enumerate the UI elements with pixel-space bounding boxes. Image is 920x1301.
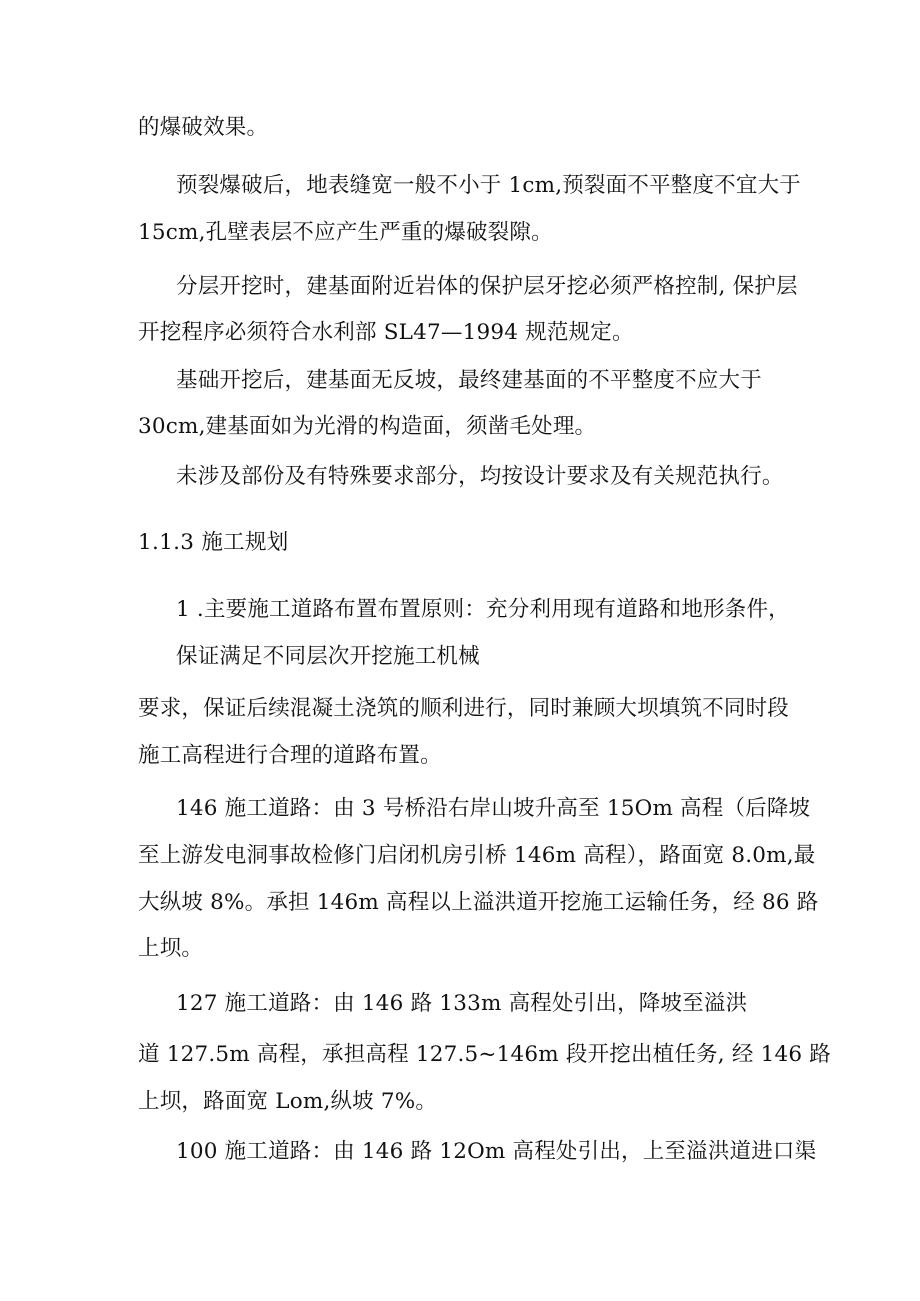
text-line: 施工高程进行合理的道路布置。	[138, 743, 442, 768]
text-line: 100 施工道路：由 146 路 12Om 高程处引出，上至溢洪道进口渠	[176, 1139, 817, 1164]
text-line: 上坝。	[138, 936, 204, 961]
text-line: 上坝，路面宽 Lom,纵坡 7%。	[138, 1089, 438, 1114]
text-line: 要求，保证后续混凝土浇筑的顺利进行，同时兼顾大坝填筑不同时段	[138, 696, 790, 721]
text-line: 30cm,建基面如为光滑的构造面，须凿毛处理。	[138, 414, 597, 439]
text-line: 的爆破效果。	[138, 115, 269, 140]
text-line: 15cm,孔壁表层不应产生严重的爆破裂隙。	[138, 220, 553, 245]
text-line: 至上游发电洞事故检修门启闭机房引桥 146m 高程），路面宽 8.0m,最	[138, 843, 816, 868]
text-line: 分层开挖时，建基面附近岩体的保护层牙挖必须严格控制, 保护层	[176, 274, 798, 299]
text-line: 大纵坡 8%。承担 146m 高程以上溢洪道开挖施工运输任务，经 86 路	[138, 890, 819, 915]
text-line: 基础开挖后，建基面无反坡，最终建基面的不平整度不应大于	[176, 368, 762, 393]
section-heading: 1.1.3 施工规划	[138, 530, 289, 555]
text-line: 预裂爆破后，地表缝宽一般不小于 1cm,预裂面不平整度不宜大于	[176, 173, 801, 198]
text-line: 道 127.5m 高程，承担高程 127.5~146m 段开挖出植任务, 经 146 路	[138, 1042, 831, 1067]
text-line: 保证满足不同层次开挖施工机械	[176, 644, 480, 669]
text-line: 未涉及部份及有特殊要求部分，均按设计要求及有关规范执行。	[176, 464, 784, 489]
text-line: 1 .主要施工道路布置布置原则：充分利用现有道路和地形条件，	[176, 597, 790, 622]
text-line: 127 施工道路：由 146 路 133m 高程处引出，降坡至溢洪	[176, 991, 748, 1016]
text-line: 146 施工道路：由 3 号桥沿右岸山坡升高至 15Om 高程（后降坡	[176, 796, 811, 821]
text-line: 开挖程序必须符合水利部 SL47—1994 规范规定。	[138, 320, 634, 345]
